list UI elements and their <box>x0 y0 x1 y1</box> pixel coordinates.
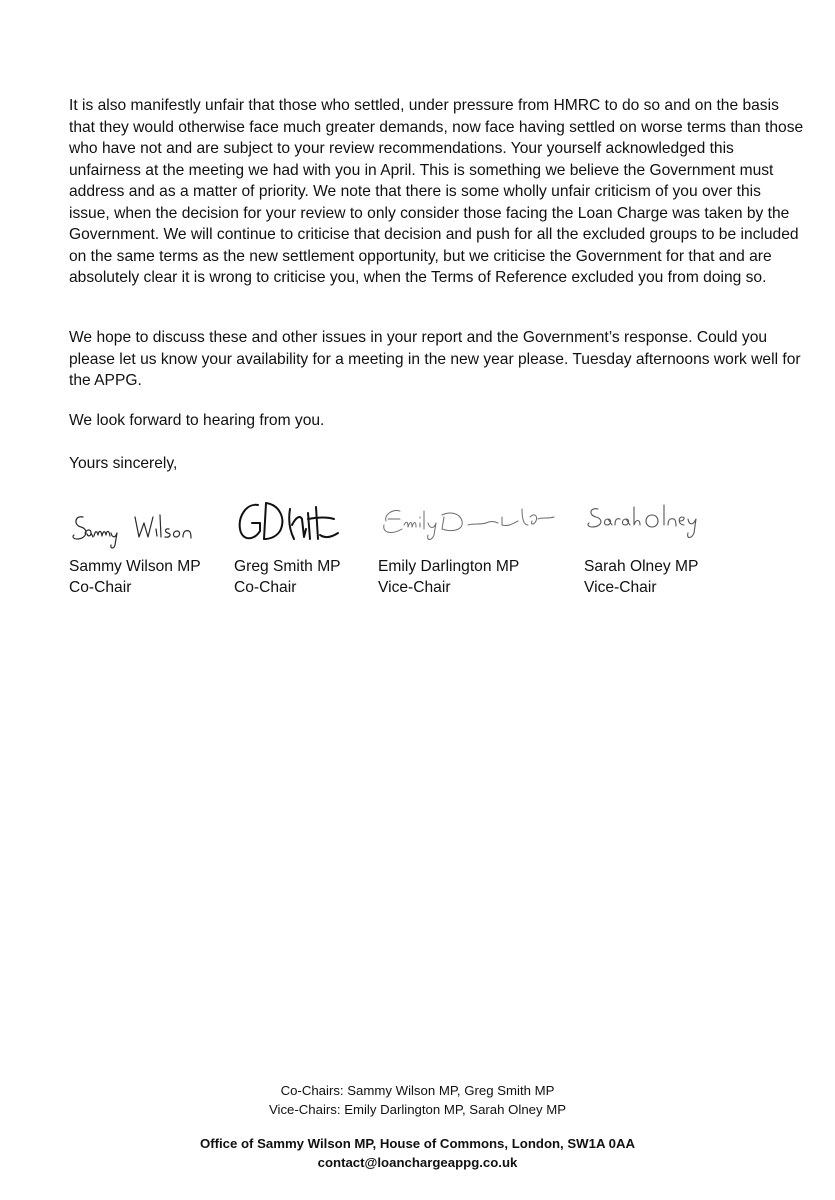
signature-sammy-wilson <box>69 495 209 553</box>
signatory-name: Sammy Wilson MP <box>69 558 201 575</box>
signatory-name: Emily Darlington MP <box>378 558 520 575</box>
signature-greg-smith <box>234 495 354 553</box>
footer-vice-chairs: Vice-Chairs: Emily Darlington MP, Sarah Olney MP <box>268 1102 567 1117</box>
signature-emily-darlington <box>378 495 573 553</box>
signature-block-sarah-olney <box>584 495 744 605</box>
signature-block-greg-smith <box>234 495 364 605</box>
footer-co-chairs: Co-Chairs: Sammy Wilson MP, Greg Smith MP <box>280 1083 555 1098</box>
paragraph-unfair-settlement: It is also manifestly unfair that those who settled, under pressure from HMRC to do so and on the basis that they would otherwise face much greater demands, now face having settled on worse terms than those who have not and are subject to your review recommendations. Your yourself acknowledged this unfairness at the meeting we had with you in April. This is something we believe the Government must address and as a matter of priority. We note that there is some wholly unfair criticism of you over this issue, when the decision for your review to only consider those facing the Loan Charge was taken by the Government. We will continue to criticise that decision and push for all the excluded groups to be included on the same terms as the new settlement opportunity, but we criticise the Government for that and are absolutely clear it is wrong to criticise you, when the Terms of Reference excluded you from doing so. <box>69 97 804 286</box>
signature-sarah-olney <box>584 495 734 553</box>
signatory-role: Vice-Chair <box>378 579 451 596</box>
signatory-name: Greg Smith MP <box>234 558 341 575</box>
signatory-name: Sarah Olney MP <box>584 558 699 575</box>
signatory-role: Vice-Chair <box>584 579 657 596</box>
signature-block-sammy-wilson <box>69 495 219 605</box>
signature-block-emily-darlington <box>378 495 578 605</box>
closing-salutation: Yours sincerely, <box>69 455 178 472</box>
signatory-role: Co-Chair <box>69 579 132 596</box>
footer-contact-email[interactable]: contact@loanchargeappg.co.uk <box>317 1155 518 1170</box>
paragraph-meeting-request: We hope to discuss these and other issues in your report and the Government’s response. Could you please let us know your availability for a meeting in the new year please. Tuesday afternoons work well for the APPG. <box>69 329 801 389</box>
footer-office-address: Office of Sammy Wilson MP, House of Commons, London, SW1A 0AA <box>199 1136 636 1151</box>
signatory-role: Co-Chair <box>234 579 297 596</box>
paragraph-look-forward: We look forward to hearing from you. <box>69 412 325 429</box>
